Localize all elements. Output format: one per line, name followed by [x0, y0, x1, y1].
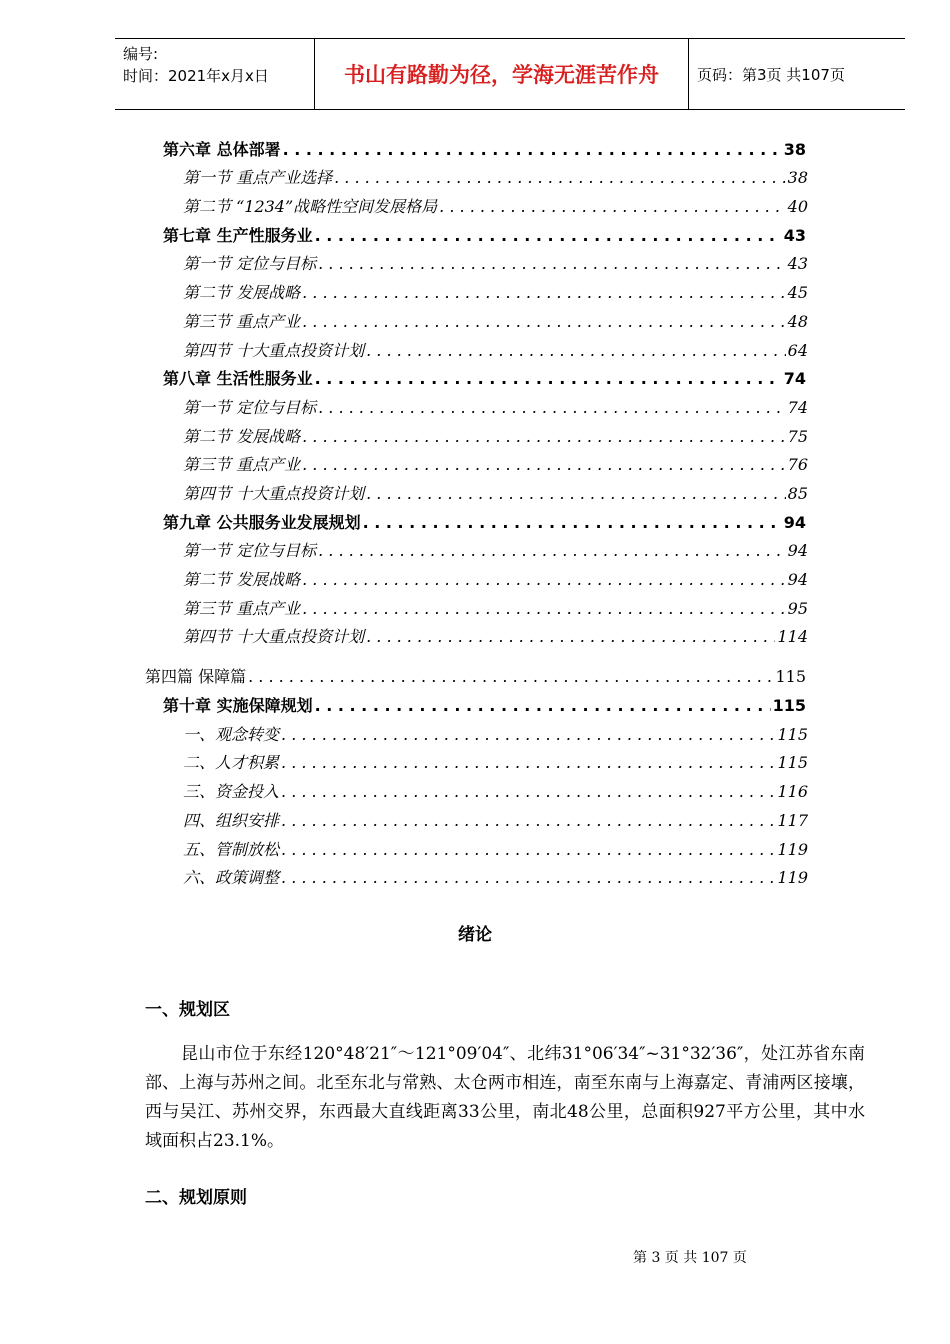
header-page-info: 页码：第3页 共107页	[697, 65, 845, 84]
toc-page-number: 115	[775, 667, 806, 687]
toc-entry[interactable]	[0, 802, 950, 831]
toc-entry[interactable]	[0, 475, 950, 504]
toc-page-number: 48	[787, 311, 808, 331]
toc-leader-dots	[281, 753, 775, 772]
table-of-contents	[0, 131, 950, 888]
toc-leader-dots	[439, 197, 785, 216]
toc-entry[interactable]	[0, 274, 950, 303]
toc-entry[interactable]	[0, 361, 950, 390]
toc-entry-label: 第一节 重点产业选择	[183, 168, 333, 188]
toc-leader-dots	[281, 725, 775, 744]
toc-leader-dots	[318, 254, 786, 273]
toc-entry-label: 第一节 定位与目标	[183, 397, 317, 417]
toc-page-number: 38	[783, 139, 806, 159]
toc-entry[interactable]	[0, 418, 950, 447]
toc-leader-dots	[302, 599, 786, 618]
toc-entry-label: 四、组织安排	[183, 810, 280, 830]
toc-entry[interactable]	[0, 188, 950, 217]
toc-page-number: 43	[783, 225, 806, 245]
toc-page-number: 94	[783, 512, 806, 532]
toc-entry-label: 第二节 发展战略	[183, 426, 301, 446]
number-label: 编号:	[123, 45, 159, 63]
toc-page-number: 74	[783, 369, 806, 389]
toc-page-number: 95	[787, 598, 808, 618]
toc-leader-dots	[334, 168, 786, 187]
toc-page-number: 116	[777, 782, 808, 802]
toc-entry[interactable]	[0, 246, 950, 275]
toc-page-number: 94	[787, 570, 808, 589]
toc-page-number: 76	[787, 455, 808, 475]
body-paragraph: 昆山市位于东经120°48′21″～121°09′04″、北纬31°06′34″~31°32′36″，处江苏省东南部、上海与苏州之间。北至东北与常熟、太仓两市相连，南至东南与上海嘉定、青浦两区接壤，西与吴江、苏州交界，东西最大直线距离33公里，南北48公里，总面积927平方公里，其中水域面积占23.1%。	[145, 1044, 865, 1151]
toc-entry-label: 第三节 重点产业	[183, 455, 301, 475]
toc-entry-label: 第二节 发展战略	[183, 283, 301, 303]
toc-leader-dots	[281, 782, 775, 801]
toc-leader-dots	[366, 484, 786, 503]
toc-entry[interactable]	[0, 590, 950, 619]
toc-leader-dots	[281, 840, 775, 859]
page-footer: 第 3 页 共 107 页	[633, 1250, 747, 1266]
toc-page-number: 74	[787, 397, 808, 417]
toc-entry-label: 第十章 实施保障规划	[163, 696, 313, 716]
toc-entry[interactable]	[0, 561, 950, 590]
toc-leader-dots	[366, 627, 775, 646]
toc-entry[interactable]	[0, 716, 950, 745]
toc-leader-dots	[315, 696, 771, 715]
toc-leader-dots	[366, 341, 786, 360]
toc-entry-label: 第一节 定位与目标	[183, 541, 317, 561]
toc-page-number: 38	[787, 168, 808, 188]
toc-page-number: 85	[787, 483, 808, 503]
toc-entry-label: 一、观念转变	[183, 724, 280, 744]
toc-leader-dots	[302, 427, 786, 446]
toc-page-number: 75	[787, 426, 808, 446]
toc-leader-dots	[318, 541, 786, 560]
toc-entry-label: 第四节 十大重点投资计划	[183, 483, 365, 503]
section-title: 绪论	[458, 925, 492, 945]
section-heading-2: 二、规划原则	[145, 1188, 247, 1208]
toc-leader-dots	[315, 226, 782, 245]
toc-page-number: 115	[772, 696, 806, 716]
toc-entry-label: 第四节 十大重点投资计划	[183, 340, 365, 360]
toc-leader-dots	[302, 570, 786, 589]
toc-entry-label: 第二节 “1234”战略性空间发展格局	[183, 197, 438, 217]
toc-entry-label: 第七章 生产性服务业	[163, 225, 313, 245]
toc-page-number: 40	[787, 197, 808, 217]
toc-entry[interactable]	[0, 332, 950, 361]
toc-page-number: 115	[777, 724, 808, 744]
toc-entry-label: 第六章 总体部署	[163, 139, 281, 159]
toc-entry[interactable]	[0, 533, 950, 562]
toc-entry[interactable]	[0, 773, 950, 802]
section-heading-1: 一、规划区	[145, 1000, 230, 1020]
toc-leader-dots	[315, 369, 782, 388]
toc-page-number: 94	[787, 541, 808, 561]
toc-entry[interactable]	[0, 504, 950, 533]
toc-entry[interactable]	[0, 687, 950, 716]
toc-entry-label: 第九章 公共服务业发展规划	[163, 512, 361, 532]
toc-leader-dots	[302, 455, 786, 474]
toc-entry[interactable]	[0, 745, 950, 774]
toc-entry-label: 第四篇 保障篇	[145, 667, 247, 687]
toc-entry[interactable]	[0, 619, 950, 648]
toc-page-number: 119	[777, 868, 808, 888]
toc-entry-label: 第二节 发展战略	[183, 570, 301, 589]
toc-leader-dots	[318, 398, 786, 417]
toc-leader-dots	[283, 140, 782, 159]
toc-leader-dots	[281, 868, 775, 887]
toc-entry-label: 六、政策调整	[183, 868, 280, 888]
toc-entry[interactable]	[0, 647, 950, 687]
toc-entry[interactable]	[0, 447, 950, 476]
toc-entry-label: 五、管制放松	[183, 839, 280, 859]
toc-leader-dots	[302, 283, 786, 302]
toc-page-number: 114	[777, 627, 808, 647]
toc-entry[interactable]	[0, 860, 950, 889]
toc-entry[interactable]	[0, 160, 950, 189]
toc-entry[interactable]	[0, 303, 950, 332]
toc-page-number: 115	[777, 753, 808, 773]
toc-page-number: 64	[787, 340, 808, 360]
toc-entry[interactable]	[0, 131, 950, 160]
toc-entry-label: 第三节 重点产业	[183, 311, 301, 331]
toc-entry-label: 第一节 定位与目标	[183, 254, 317, 274]
time-label: 时间：2021年x月x日	[123, 67, 269, 85]
toc-page-number: 117	[777, 810, 808, 830]
toc-entry-label: 二、人才积累	[183, 753, 280, 773]
toc-entry-label: 第四节 十大重点投资计划	[183, 627, 365, 647]
toc-leader-dots	[281, 811, 775, 830]
toc-entry[interactable]	[0, 389, 950, 418]
toc-page-number: 119	[777, 839, 808, 859]
page-header	[115, 38, 905, 110]
toc-entry-label: 第三节 重点产业	[183, 598, 301, 618]
toc-leader-dots	[363, 513, 782, 532]
toc-page-number: 43	[787, 254, 808, 274]
toc-entry-label: 三、资金投入	[183, 782, 280, 802]
toc-entry-label: 第八章 生活性服务业	[163, 369, 313, 389]
toc-leader-dots	[302, 312, 786, 331]
header-meta	[115, 39, 315, 109]
toc-page-number: 45	[787, 283, 808, 303]
toc-leader-dots	[248, 667, 773, 686]
header-motto: 书山有路勤为径，学海无涯苦作舟	[315, 39, 689, 109]
toc-entry[interactable]	[0, 831, 950, 860]
toc-entry[interactable]	[0, 217, 950, 246]
